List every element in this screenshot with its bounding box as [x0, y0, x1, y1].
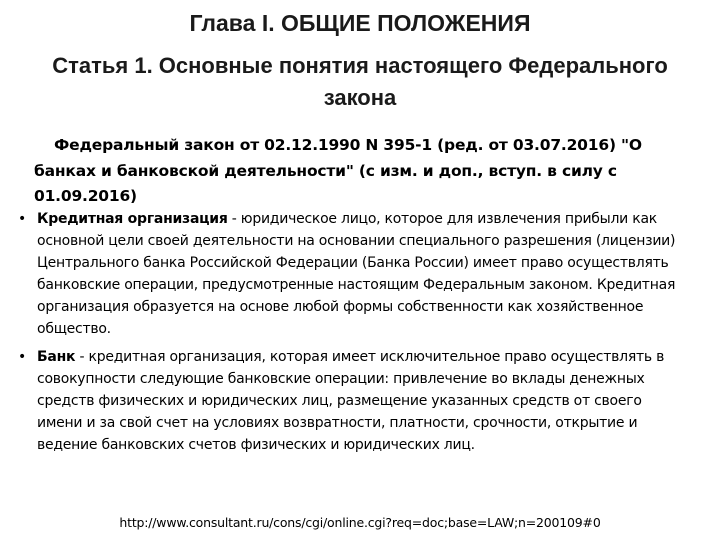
chapter-title: Глава I. ОБЩИЕ ПОЛОЖЕНИЯ: [189, 10, 531, 36]
definition-term: Кредитная организация: [37, 211, 228, 227]
definition-term: Банк: [37, 349, 76, 365]
source-link[interactable]: http://www.consultant.ru/cons/cgi/online.cgi?req=doc;base=LAW;n=200109#0: [119, 515, 601, 530]
definitions-list: [18, 208, 688, 462]
definition-bank: [18, 346, 688, 456]
definition-credit-organization: [18, 208, 688, 340]
bullet-icon: •: [18, 211, 27, 227]
definition-text: - юридическое лицо, которое для извлечения прибыли как основной цели своей деятельности на основании специального разрешения (лицензии) Центрального банка Российской Федерации (Банка России) имеет право осуществлять банковские операции, предусмотренные настоящим Федеральным законом. Кредитная организация образуется на основе любой формы собственности как хозяйственное общество.: [37, 211, 676, 337]
law-reference: Федеральный закон от 02.12.1990 N 395-1 (ред. от 03.07.2016) "О банках и банковской деятельности" (с изм. и доп., вступ. в силу с 01.09.2016): [34, 136, 642, 205]
bullet-icon: •: [18, 349, 27, 365]
definition-text: - кредитная организация, которая имеет исключительное право осуществлять в совокупности следующие банковские операции: привлечение во вклады денежных средств физических и юридических лиц, размещение указанных средств от своего имени и за свой счет на условиях возвратности, платности, срочности, открытие и ведение банковских счетов физических и юридических лиц.: [37, 349, 665, 453]
article-title: Статья 1. Основные понятия настоящего Федерального закона: [52, 53, 668, 110]
